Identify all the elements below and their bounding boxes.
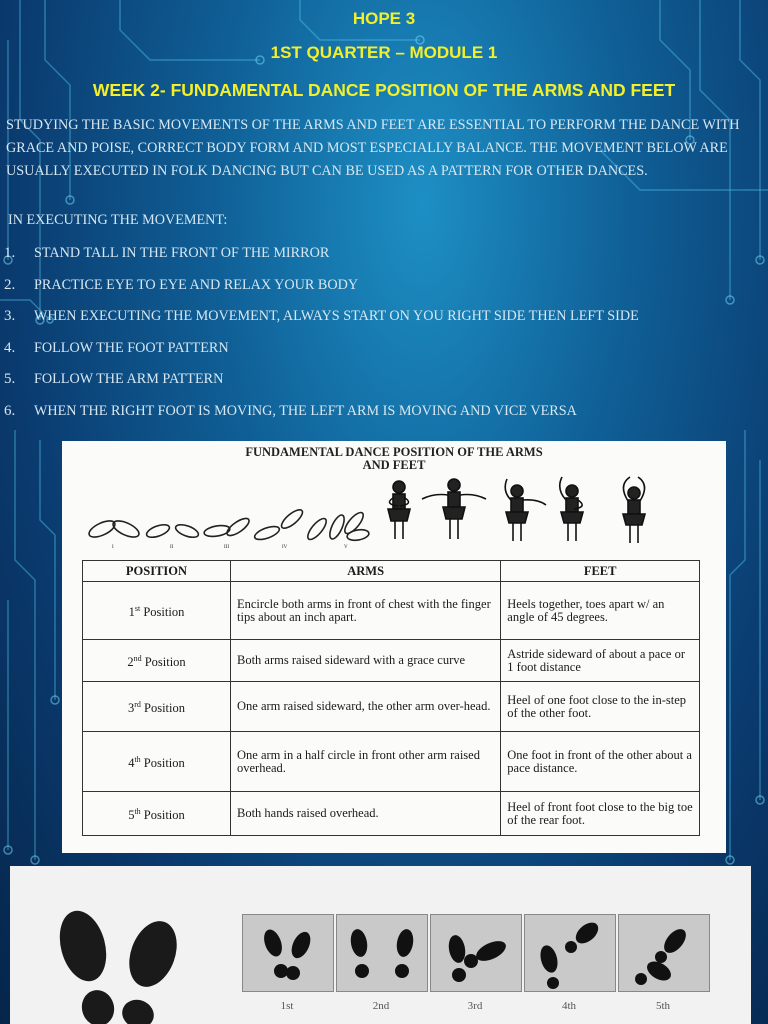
list-item: 2. PRACTICE EYE TO EYE AND RELAX YOUR BODY <box>4 276 359 293</box>
dancer-position-5-icon <box>623 477 645 543</box>
foot-position-4-icon <box>253 507 305 542</box>
module-title: 1ST QUARTER – MODULE 1 <box>270 43 498 62</box>
foot-pattern-4-icon <box>524 914 616 992</box>
foot-pattern-label: 4th <box>561 1000 577 1012</box>
list-item: 1. STAND TALL IN THE FRONT OF THE MIRROR <box>4 245 330 261</box>
roman-label: IV <box>282 545 288 550</box>
foot-position-5-icon <box>305 513 347 542</box>
figure-title: FUNDAMENTAL DANCE POSITION OF THE ARMS AND FEET <box>245 445 543 472</box>
roman-label: II <box>170 545 174 550</box>
steps-intro: IN EXECUTING THE MOVEMENT: <box>8 212 228 228</box>
roman-label: I <box>112 545 114 550</box>
dancer-position-2-icon <box>422 479 486 539</box>
positions-illustration <box>62 471 726 553</box>
list-item: 5. FOLLOW THE ARM PATTERN <box>4 371 224 387</box>
table-row: 4th Position One arm in a half circle in front other arm raised overhead. One foot in front of the other about a pace distance. <box>83 732 700 792</box>
foot-position-6-icon <box>342 510 370 542</box>
foot-pattern-1-icon <box>242 914 334 992</box>
column-header: POSITION <box>83 561 231 582</box>
foot-pattern-panel <box>10 866 751 1024</box>
dancer-position-1-icon <box>388 481 410 539</box>
dancer-position-3-icon <box>505 479 546 541</box>
foot-position-2-icon <box>145 522 200 540</box>
foot-pattern-label: 1st <box>280 1000 294 1012</box>
foot-pattern-label: 2nd <box>372 1000 390 1012</box>
dancer-position-4-icon <box>560 477 583 541</box>
course-title: HOPE 3 <box>352 9 416 28</box>
list-item: 6. WHEN THE RIGHT FOOT IS MOVING, THE LEFT ARM IS MOVING AND VICE VERSA <box>4 402 577 419</box>
week-title: WEEK 2- FUNDAMENTAL DANCE POSITION OF THE ARMS AND FEET <box>92 80 676 100</box>
table-row: 1st Position Encircle both arms in front of chest with the finger tips about an inch apart. Heels together, toes apart w/ an angle of 45 degrees. <box>83 582 700 640</box>
table-row: 2nd Position Both arms raised sideward with a grace curve Astride sideward of about a pace or 1 foot distance <box>83 640 700 682</box>
positions-table <box>82 560 700 836</box>
roman-label: V <box>344 545 348 550</box>
table-header-row <box>83 561 700 582</box>
column-header: FEET <box>501 561 700 582</box>
foot-pattern-label: 5th <box>655 1000 671 1012</box>
large-footprints-icon <box>28 896 208 1024</box>
foot-position-3-icon <box>203 515 251 538</box>
column-header: ARMS <box>231 561 501 582</box>
table-row: 5th Position Both hands raised overhead. Heel of front foot close to the big toe of the rear foot. <box>83 792 700 836</box>
foot-pattern-2-icon <box>336 914 428 992</box>
dance-positions-figure <box>62 441 726 853</box>
foot-pattern-3-icon <box>430 914 522 992</box>
foot-position-1-icon <box>87 518 141 541</box>
roman-label: III <box>224 545 229 550</box>
foot-pattern-5-icon <box>618 914 710 992</box>
foot-pattern-label: 3rd <box>467 1000 483 1012</box>
intro-paragraph: STUDYING THE BASIC MOVEMENTS OF THE ARMS AND FEET ARE ESSENTIAL TO PERFORM THE DANCE WITH GRACE AND POISE, CORRECT BODY FORM AND MOST ESPECIALLY BALANCE. THE MOVEMENT BELOW ARE USUALLY EXECUTED IN FOLK DANCING BUT CAN BE USED AS A PATTERN FOR OTHER DANCES. <box>6 117 740 180</box>
list-item: 3. WHEN EXECUTING THE MOVEMENT, ALWAYS START ON YOU RIGHT SIDE THEN LEFT SIDE <box>4 308 639 324</box>
steps-list <box>4 245 639 434</box>
table-row: 3rd Position One arm raised sideward, the other arm over-head. Heel of one foot close to the in-step of the other foot. <box>83 682 700 732</box>
list-item: 4. FOLLOW THE FOOT PATTERN <box>4 339 229 356</box>
